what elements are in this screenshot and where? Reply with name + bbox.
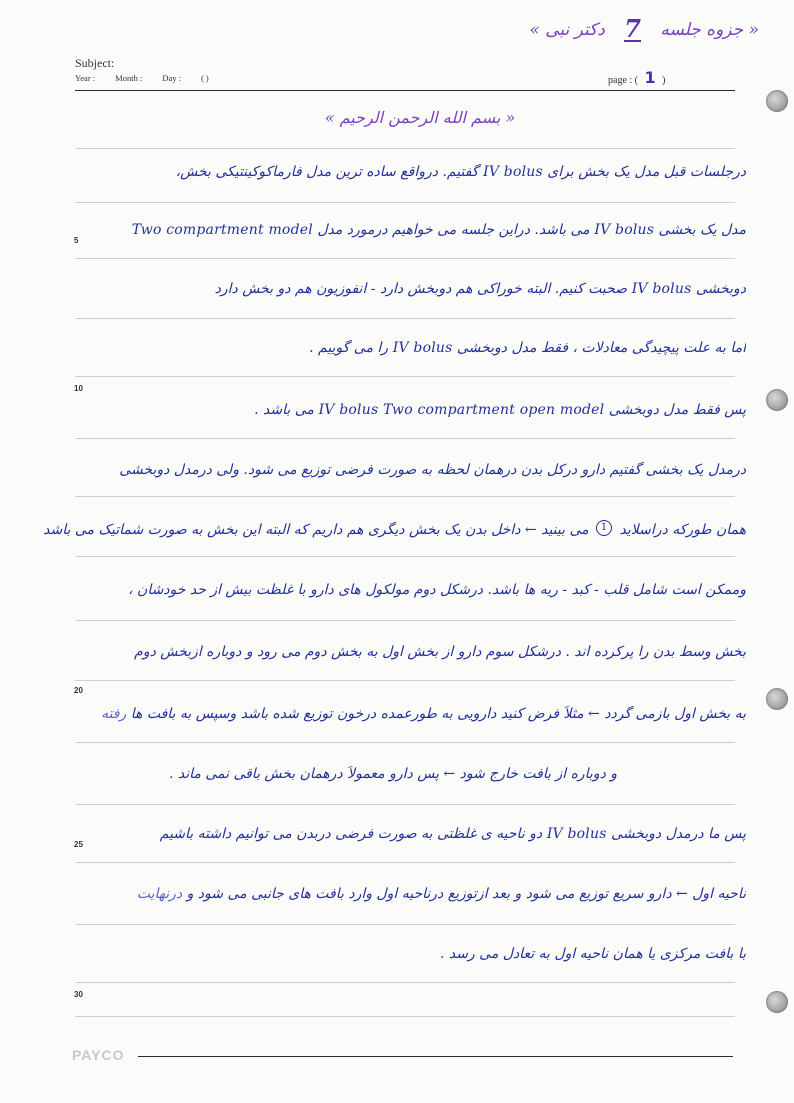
session-note-title — [459, 14, 759, 52]
handwritten-line — [40, 706, 746, 736]
ruled-line — [75, 202, 735, 203]
handwritten-line: بخش وسط بدن را پرکرده اند . درشکل سوم دارو از بخش اول به بخش دوم می رود و دوباره ازبخش دوم — [134, 644, 746, 660]
page-number: 1 — [644, 68, 656, 87]
ruled-line — [75, 804, 735, 805]
day-paren: ( ) — [200, 73, 209, 83]
ruled-line — [75, 680, 735, 681]
binder-hole — [766, 389, 788, 411]
margin-line-number: 5 — [74, 236, 79, 245]
line-text: همان طورکه دراسلاید — [619, 522, 746, 538]
ruled-line — [75, 924, 735, 925]
handwritten-line: وممکن است شامل قلب - کبد - ریه ها باشد. درشکل دوم مولکول های دارو با غلظت بیش از حد خودشان ، — [128, 582, 746, 598]
date-row — [75, 73, 209, 83]
note-author: دکتر نبی — [545, 20, 605, 40]
subject-header — [75, 56, 209, 83]
note-label: جزوه جلسه — [660, 20, 744, 40]
page-number-field — [608, 68, 665, 87]
margin-annotation: درنهایت — [136, 886, 183, 902]
month-label: Month : — [115, 73, 143, 83]
page-label-close: ) — [662, 75, 666, 86]
footer-rule — [138, 1056, 733, 1057]
binder-hole — [766, 991, 788, 1013]
binder-hole — [766, 90, 788, 112]
handwritten-line — [40, 886, 746, 916]
margin-annotation: رفته — [101, 706, 127, 722]
ruled-line — [75, 376, 735, 377]
line-text: می بینید ← داخل بدن یک بخش دیگری هم داریم که البته این بخش به صورت شماتیک می باشد — [43, 522, 589, 538]
day-label: Day : — [162, 73, 181, 83]
ruled-line — [75, 148, 735, 149]
page-label-open: page : ( — [608, 75, 638, 86]
margin-line-number: 10 — [74, 384, 83, 393]
line-text: به بخش اول بازمی گردد ← مثلاً فرض کنید دارویی به طورعمده درخون توزیع شده باشد وسپس به بافت ها — [130, 706, 746, 722]
line-text: ناحیه اول ← دارو سریع توزیع می شود و بعد ازتوزیع درناحیه اول وارد بافت های جانبی می شود و — [186, 886, 746, 902]
margin-line-number: 25 — [74, 840, 83, 849]
ruled-line — [75, 620, 735, 621]
slide-reference-circle: 1 — [596, 520, 612, 536]
brand-logo: PAYCO — [72, 1047, 125, 1063]
subject-label: Subject: — [75, 56, 115, 70]
handwritten-line: و دوباره از بافت خارج شود ← پس دارو معمولاً درهمان بخش باقی نمی ماند . — [168, 766, 618, 782]
handwritten-line: با بافت مرکزی یا همان ناحیه اول به تعادل می رسد . — [439, 946, 746, 962]
note-close-quote: » — [529, 20, 540, 40]
handwritten-line: دوبخشی IV bolus صحبت کنیم. البته خوراکی هم دوبخش دارد - انفوزیون هم دو بخش دارد — [214, 281, 746, 297]
note-open-quote: « — [748, 20, 759, 40]
ruled-line — [75, 496, 735, 497]
handwritten-line — [40, 520, 746, 550]
ruled-line — [75, 556, 735, 557]
margin-line-number: 20 — [74, 686, 83, 695]
ruled-line — [75, 438, 735, 439]
margin-line-number: 30 — [74, 990, 83, 999]
handwritten-line: مدل یک بخشی IV bolus می باشد. دراین جلسه می خواهیم درمورد مدل Two compartment model — [131, 222, 746, 238]
ruled-line — [75, 318, 735, 319]
ruled-line — [75, 1016, 735, 1017]
handwritten-line: پس ما درمدل دوبخشی IV bolus دو ناحیه ی غلظتی به صورت فرضی دربدن می توانیم داشته باشیم — [159, 826, 746, 842]
binder-hole — [766, 688, 788, 710]
ruled-line — [75, 982, 735, 983]
handwritten-line: پس فقط مدل دوبخشی IV bolus Two compartment open model می باشد . — [254, 402, 746, 418]
bismillah-heading: « بسم الله الرحمن الرحیم » — [324, 108, 516, 127]
ruled-line — [75, 258, 735, 259]
ruled-line — [75, 862, 735, 863]
year-label: Year : — [75, 73, 96, 83]
handwritten-line: درمدل یک بخشی گفتیم دارو درکل بدن درهمان لحظه به صورت فرضی توزیع می شود. ولی درمدل دوبخشی — [119, 462, 746, 478]
handwritten-line: درجلسات قبل مدل یک بخش برای IV bolus گفتیم. درواقع ساده ترین مدل فارماکوکینتیکی بخش، — [175, 164, 746, 180]
handwritten-line: اما به علت پیچیدگی معادلات ، فقط مدل دوبخشی IV bolus را می گوییم . — [309, 340, 746, 356]
ruled-line — [75, 742, 735, 743]
header-rule — [75, 90, 735, 91]
note-session-number: 7 — [624, 14, 641, 43]
